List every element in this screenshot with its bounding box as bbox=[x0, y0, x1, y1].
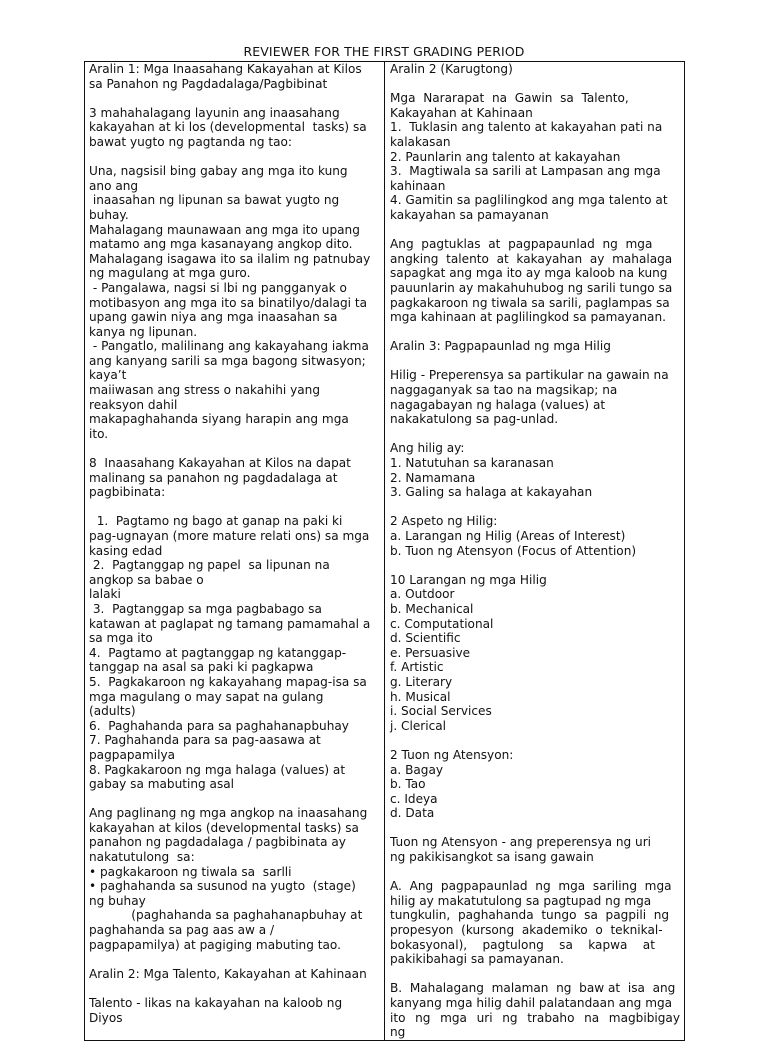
right-column-line: Ang pagtuklas at pagpapaunlad ng mga bbox=[390, 237, 653, 252]
right-column-line: 3. Magtiwala sa sarili at Lampasan ang mga bbox=[390, 164, 661, 179]
right-column-line bbox=[390, 821, 680, 836]
right-column-line: 1. Natutuhan sa karanasan bbox=[390, 456, 554, 471]
left-column-line: katawan at paglapat ng tamang pamamahal a bbox=[89, 616, 371, 631]
left-column-line: ng buhay bbox=[89, 893, 146, 908]
right-column-line bbox=[390, 733, 680, 748]
right-column-line: A. Ang pagpapaunlad ng mga sariling mga bbox=[390, 879, 672, 894]
right-column bbox=[390, 62, 688, 1040]
right-column-line: d. Data bbox=[390, 806, 435, 821]
left-column-line: sa Panahon ng Pagdadalaga/Pagbibinat bbox=[89, 76, 328, 91]
right-column-line bbox=[390, 500, 680, 515]
right-column-line: Hilig - Preperensya sa partikular na gawain na bbox=[390, 368, 669, 383]
left-column-line: 5. Pagkakaroon ng kakayahang mapag-isa sa bbox=[89, 674, 367, 689]
left-column-line: buhay. bbox=[89, 207, 129, 222]
left-column-line: angkop sa babae o bbox=[89, 572, 204, 587]
right-column-line: kalakasan bbox=[390, 134, 451, 149]
right-column-line: b. Tao bbox=[390, 777, 426, 792]
left-column-line bbox=[89, 441, 380, 456]
left-column-line bbox=[89, 792, 380, 807]
left-column-line: 7. Paghahanda para sa pag-aasawa at bbox=[89, 733, 321, 748]
left-column-line: 8 Inaasahang Kakayahan at Kilos na dapat bbox=[89, 456, 351, 471]
left-column-line: • paghahanda sa susunod na yugto (stage) bbox=[89, 879, 356, 894]
right-column-line: 3. Galing sa halaga at kakayahan bbox=[390, 485, 593, 500]
left-column-line: kasing edad bbox=[89, 543, 163, 558]
left-column-line: 4. Pagtamo at pagtanggap ng katanggap- bbox=[89, 645, 347, 660]
left-column-line: matamo ang mga kasanayang angkop dito. bbox=[89, 237, 353, 252]
right-column-line: f. Artistic bbox=[390, 660, 444, 675]
right-column-line: c. Computational bbox=[390, 616, 494, 631]
right-column-line: pagkakaroon ng tiwala sa sarili, paglampas sa bbox=[390, 295, 670, 310]
left-column-line: Talento - likas na kakayahan na kaloob ng bbox=[89, 996, 343, 1010]
right-column-line: kahinaan bbox=[390, 178, 446, 193]
left-column-line: upang gawin niya ang mga inaasahan sa bbox=[89, 310, 338, 325]
right-column-line: angking talento at kakayahan ay mahalaga bbox=[390, 251, 673, 266]
left-column-line: pagpapamilya bbox=[89, 747, 176, 762]
right-column-line: 2 Tuon ng Atensyon: bbox=[390, 747, 514, 762]
left-column-line: (paghahanda sa paghahanapbuhay at bbox=[89, 908, 363, 923]
left-column-line: pagpapamilya) at pagiging mabuting tao. bbox=[89, 937, 341, 952]
right-column-line: j. Clerical bbox=[390, 718, 447, 733]
right-column-line bbox=[390, 354, 680, 369]
right-column-line: 10 Larangan ng mga Hilig bbox=[390, 572, 547, 587]
right-column-line: 2. Namamana bbox=[390, 470, 476, 485]
right-column-line: tungkulin, paghahanda tungo sa pagpili ng bbox=[390, 908, 670, 923]
left-column-line: kakayahan at ki los (developmental tasks) sa bbox=[89, 120, 367, 135]
right-column-line: B. Mahalagang malaman ng baw at isa ang bbox=[390, 981, 676, 996]
left-column-line: 3 mahahalagang layunin ang inaasahang bbox=[89, 105, 340, 120]
left-column-line: kakayahan at kilos (developmental tasks) sa bbox=[89, 820, 359, 835]
right-column-line: Aralin 3: Pagpapaunlad ng mga Hilig bbox=[390, 339, 611, 354]
right-column-line: a. Larangan ng Hilig (Areas of Interest) bbox=[390, 529, 626, 543]
left-column-line: kanya ng lipunan. bbox=[89, 324, 198, 339]
left-column-line bbox=[89, 952, 380, 967]
left-column-line: maiiwasan ang stress o nakahihi yang bbox=[89, 383, 320, 398]
left-column-line: nakatutulong sa: bbox=[89, 850, 195, 865]
right-column-line: Ang hilig ay: bbox=[390, 441, 465, 456]
left-column-line: tanggap na asal sa paki ki pagkapwa bbox=[89, 660, 314, 675]
right-column-line: b. Mechanical bbox=[390, 601, 474, 616]
right-column-line bbox=[390, 223, 680, 238]
left-column-line: motibasyon ang mga ito sa binatilyo/dalagi ta bbox=[89, 295, 368, 310]
document-title: REVIEWER FOR THE FIRST GRADING PERIOD bbox=[243, 44, 525, 59]
left-column-line: paghahanda sa pag aas aw a / bbox=[89, 923, 275, 938]
left-column-line: Ang paglinang ng mga angkop na inaasahang bbox=[89, 806, 368, 821]
right-column-line: 2 Aspeto ng Hilig: bbox=[390, 514, 498, 529]
left-column-line: Aralin 1: Mga Inaasahang Kakayahan at Kilos bbox=[89, 62, 362, 76]
left-column-line: ito. bbox=[89, 426, 109, 441]
right-column-line bbox=[390, 325, 680, 340]
left-column-line: bawat yugto ng pagtanda ng tao: bbox=[89, 134, 292, 149]
left-column-line: kaya’t bbox=[89, 368, 127, 383]
right-column-line: Mga Nararapat na Gawin sa Talento, bbox=[390, 91, 629, 106]
left-column-line: - Pangalawa, nagsi si lbi ng pangganyak o bbox=[89, 280, 347, 295]
right-column-line bbox=[390, 865, 680, 880]
left-column-line bbox=[89, 981, 380, 996]
right-column-line: i. Social Services bbox=[390, 704, 492, 719]
right-column-line: g. Literary bbox=[390, 674, 453, 689]
left-column-line: • pagkakaroon ng tiwala sa sarlli bbox=[89, 864, 292, 879]
left-column-line: 3. Pagtanggap sa mga pagbabago sa bbox=[89, 601, 322, 616]
right-column-line: 1. Tuklasin ang talento at kakayahan pati na bbox=[390, 120, 663, 135]
right-column-line: a. Bagay bbox=[390, 762, 444, 777]
right-column-line: naggaganyak sa tao na magsikap; na bbox=[390, 383, 618, 398]
left-column-line: makapaghahanda siyang harapin ang mga bbox=[89, 412, 349, 427]
left-column-line: Mahalagang isagawa ito sa ilalim ng patnubay bbox=[89, 251, 371, 266]
right-column-line: ito ng mga uri ng trabaho na magbibigay ng bbox=[390, 1010, 688, 1040]
left-column-line: Diyos bbox=[89, 1010, 123, 1025]
right-column-line: 2. Paunlarin ang talento at kakayahan bbox=[390, 149, 621, 164]
left-column-line: Aralin 2: Mga Talento, Kakayahan at Kahinaan bbox=[89, 966, 367, 981]
right-column-line: kakayahan sa pamayanan bbox=[390, 207, 549, 222]
right-column-line: Tuon ng Atensyon - ang preperensya ng uri bbox=[390, 835, 652, 850]
left-column-line: 6. Paghahanda para sa paghahanapbuhay bbox=[89, 718, 349, 733]
left-column-line: malinang sa panahon ng pagdadalaga at bbox=[89, 470, 338, 485]
right-column-line: propesyon (kursong akademiko o teknikal- bbox=[390, 923, 663, 938]
right-column-line: kanyang mga hilig dahil palatandaan ang mga bbox=[390, 996, 673, 1010]
left-column-line: sa mga ito bbox=[89, 631, 153, 646]
right-column-line bbox=[390, 967, 680, 982]
right-column-line: nakakatulong sa pag-unlad. bbox=[390, 412, 559, 427]
right-column-line: nagagabayan ng halaga (values) at bbox=[390, 397, 606, 412]
left-column-line: Una, nagsisil bing gabay ang mga ito kung bbox=[89, 164, 348, 179]
right-column-line: a. Outdoor bbox=[390, 587, 455, 602]
column-divider bbox=[384, 61, 385, 1041]
right-column-line bbox=[390, 77, 680, 92]
right-column-line: b. Tuon ng Atensyon (Focus of Attention) bbox=[390, 543, 637, 558]
right-column-line: h. Musical bbox=[390, 689, 451, 704]
right-column-line: 4. Gamitin sa paglilingkod ang mga talento at bbox=[390, 193, 668, 208]
left-column-line: gabay sa mabuting asal bbox=[89, 777, 235, 792]
left-column-line: 1. Pagtamo ng bago at ganap na paki ki bbox=[89, 514, 343, 529]
left-column-line: pagbibinata: bbox=[89, 485, 166, 500]
right-column-line: pauunlarin ay makahuhubog ng sarili tungo sa bbox=[390, 280, 673, 295]
right-column-line bbox=[390, 427, 680, 442]
right-column-line: mga kahinaan at paglilingkod sa pamayanan. bbox=[390, 310, 666, 325]
left-column-line bbox=[89, 500, 380, 515]
right-column-line: d. Scientific bbox=[390, 631, 461, 646]
left-column-line: lalaki bbox=[89, 587, 121, 602]
left-column-line: ano ang bbox=[89, 178, 139, 193]
left-column-line: pag-ugnayan (more mature relati ons) sa mga bbox=[89, 529, 370, 543]
left-column-line: (adults) bbox=[89, 704, 136, 719]
right-column-line: pakikibahagi sa pamayanan. bbox=[390, 952, 564, 967]
left-column bbox=[89, 62, 380, 1025]
right-column-line: bokasyonal), pagtulong sa kapwa at bbox=[390, 937, 655, 952]
left-column-line bbox=[89, 91, 380, 106]
right-column-line: e. Persuasive bbox=[390, 645, 471, 660]
left-column-line: reaksyon dahil bbox=[89, 397, 178, 412]
left-column-line: Mahalagang maunawaan ang mga ito upang bbox=[89, 222, 360, 237]
right-column-line: hilig ay makatutulong sa pagtupad ng mga bbox=[390, 893, 652, 908]
left-column-line: - Pangatlo, malilinang ang kakayahang iakma bbox=[89, 339, 369, 354]
left-column-line bbox=[89, 150, 380, 165]
right-column-line: c. Ideya bbox=[390, 791, 438, 806]
right-column-line bbox=[390, 558, 680, 573]
left-column-line: inaasahan ng lipunan sa bawat yugto ng bbox=[89, 193, 340, 208]
right-column-line: sapagkat ang mga ito ay mga kaloob na kung bbox=[390, 266, 668, 281]
left-column-line: 2. Pagtanggap ng papel sa lipunan na bbox=[89, 558, 330, 573]
left-column-line: mga magulang o may sapat na gulang bbox=[89, 689, 324, 704]
right-column-line: ng pakikisangkot sa isang gawain bbox=[390, 850, 594, 865]
left-column-line: 8. Pagkakaroon ng mga halaga (values) at bbox=[89, 762, 346, 777]
left-column-line: ang kanyang sarili sa mga bagong sitwasyon; bbox=[89, 353, 366, 368]
right-column-line: Kakayahan at Kahinaan bbox=[390, 105, 533, 120]
left-column-line: ng magulang at mga guro. bbox=[89, 266, 251, 281]
right-column-line: Aralin 2 (Karugtong) bbox=[390, 62, 513, 76]
left-column-line: panahon ng pagdadalaga / pagbibinata ay bbox=[89, 835, 346, 850]
